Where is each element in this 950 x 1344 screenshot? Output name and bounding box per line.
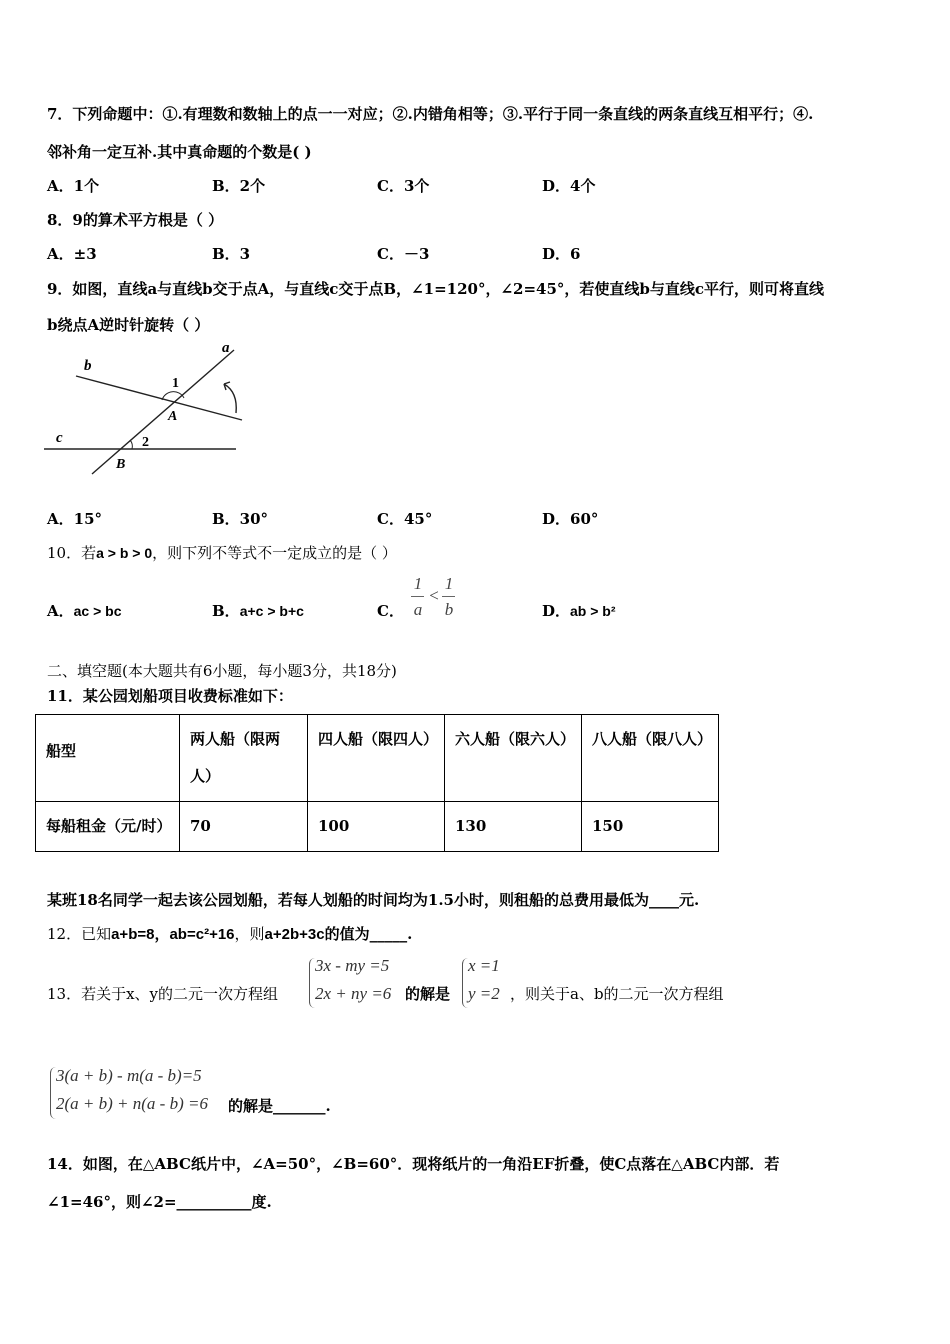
table-cell-header: 每船租金（元/时） [36, 802, 180, 852]
table-cell: 70 [180, 802, 308, 852]
q13-tail: 的解是_______. [228, 1097, 331, 1115]
q10-option-b-expr: a+c > b+c [239, 603, 304, 619]
q14-line2: ∠1=46°，则∠2=__________度. [47, 1193, 272, 1211]
q11-intro: 11．某公园划船项目收费标准如下： [47, 687, 293, 705]
q13-sol1: x =1 [468, 956, 500, 975]
table-row [36, 802, 719, 852]
q12-cond: a+b=8，ab=c²+16 [111, 926, 235, 943]
label-c: c [56, 430, 63, 446]
q13-prefix: 13．若关于x、y的二元一次方程组 [47, 985, 279, 1003]
q10-option-a [47, 600, 122, 621]
q10-option-c-label: C． [377, 602, 404, 620]
q9-line1: 9．如图，直线a与直线b交于点A，与直线c交于点B，∠1=120°，∠2=45°，若使直线b与直线c平行，则可将直线 [47, 280, 825, 298]
q10-text [47, 542, 397, 563]
frac-left-bar [411, 596, 424, 597]
q12-prefix: 12．已知 [47, 925, 112, 943]
frac-operator: < [429, 586, 439, 605]
table-cell: 四人船（限四人） [308, 715, 445, 802]
q10-prefix: 10．若 [47, 544, 97, 562]
q12-expr: a+2b+3c [264, 926, 325, 943]
q13-eq2: 2x + ny =6 [315, 984, 392, 1003]
label-angle-2: 2 [142, 435, 149, 450]
q10-option-a-label: A． [47, 602, 74, 620]
q10-option-b-label: B． [212, 602, 240, 620]
q8-option-b: B．3 [212, 245, 251, 263]
q9-option-c: C．45° [377, 510, 433, 528]
q13-eq4: 2(a + b) + n(a - b) =6 [56, 1094, 208, 1113]
table-cell: 六人船（限六人） [445, 715, 582, 802]
line-b [76, 376, 242, 420]
q7-option-c: C．3个 [377, 177, 430, 195]
q9-line2: b绕点A逆时针旋转（ ） [47, 316, 210, 334]
fee-table [35, 714, 719, 852]
q7-line2: 邻补角一定互补.其中真命题的个数是( ) [47, 143, 312, 161]
table-cell: 150 [582, 802, 719, 852]
label-angle-1: 1 [172, 376, 179, 391]
q7-line1: 7．下列命题中：①.有理数和数轴上的点一一对应；②.内错角相等；③.平行于同一条直线的两条直线互相平行；④. [47, 105, 814, 123]
table-cell: 130 [445, 802, 582, 852]
q10-suffix: ，则下列不等式不一定成立的是（ ） [152, 544, 397, 562]
q10-option-d [542, 600, 616, 621]
q10-option-a-expr: ac > bc [73, 603, 122, 619]
q7-option-b: B．2个 [212, 177, 266, 195]
frac-right-bar [442, 596, 455, 597]
q13-suffix: ，则关于a、b的二元一次方程组 [510, 985, 724, 1003]
q10-option-d-label: D． [542, 602, 571, 620]
section2-heading: 二、填空题(本大题共有6小题，每小题3分，共18分) [47, 662, 397, 680]
table-cell: 两人船（限两人） [180, 715, 308, 802]
q9-option-b: B．30° [212, 510, 269, 528]
q13-eq1: 3x - my =5 [315, 956, 390, 975]
table-cell: 八人船（限八人） [582, 715, 719, 802]
q10-option-d-expr: ab > b² [570, 603, 616, 619]
q10-condition: a > b > 0 [96, 545, 153, 561]
label-B: B [116, 457, 126, 472]
q8-option-d: D．6 [542, 245, 581, 263]
label-a: a [222, 340, 230, 356]
q13-sol2: y =2 [468, 984, 500, 1003]
table-cell-header: 船型 [36, 715, 180, 802]
q14-line1: 14．如图，在△ABC纸片中，∠A=50°，∠B=60°．现将纸片的一角沿EF折叠，使C点落在△ABC内部．若 [47, 1155, 780, 1173]
frac-right-num: 1 [444, 574, 454, 593]
q8-option-a: A．±3 [47, 245, 97, 263]
table-row [36, 715, 719, 802]
frac-left-num: 1 [413, 574, 423, 593]
q9-option-d: D．60° [542, 510, 599, 528]
frac-left-den: a [413, 600, 423, 619]
q12-suffix: 的值为_____. [324, 925, 413, 943]
q9-figure [44, 340, 244, 478]
q12-mid: ，则 [234, 925, 265, 943]
q8-text: 8．9的算术平方根是（ ） [47, 211, 224, 229]
q7-option-a: A．1个 [47, 177, 100, 195]
label-A: A [168, 409, 178, 424]
q7-option-d: D．4个 [542, 177, 596, 195]
q9-option-a: A．15° [47, 510, 103, 528]
table-cell: 100 [308, 802, 445, 852]
q13-eq3: 3(a + b) - m(a - b)=5 [56, 1066, 202, 1085]
label-b: b [84, 358, 92, 374]
q8-option-c: C．－3 [377, 245, 430, 263]
q10-option-b [212, 600, 304, 621]
frac-right-den: b [444, 600, 454, 619]
q12-text [47, 923, 412, 944]
q11-after: 某班18名同学一起去该公园划船，若每人划船的时间均为1.5小时，则租船的总费用最低为____元. [47, 891, 700, 909]
q13-mid: 的解是 [405, 985, 451, 1003]
